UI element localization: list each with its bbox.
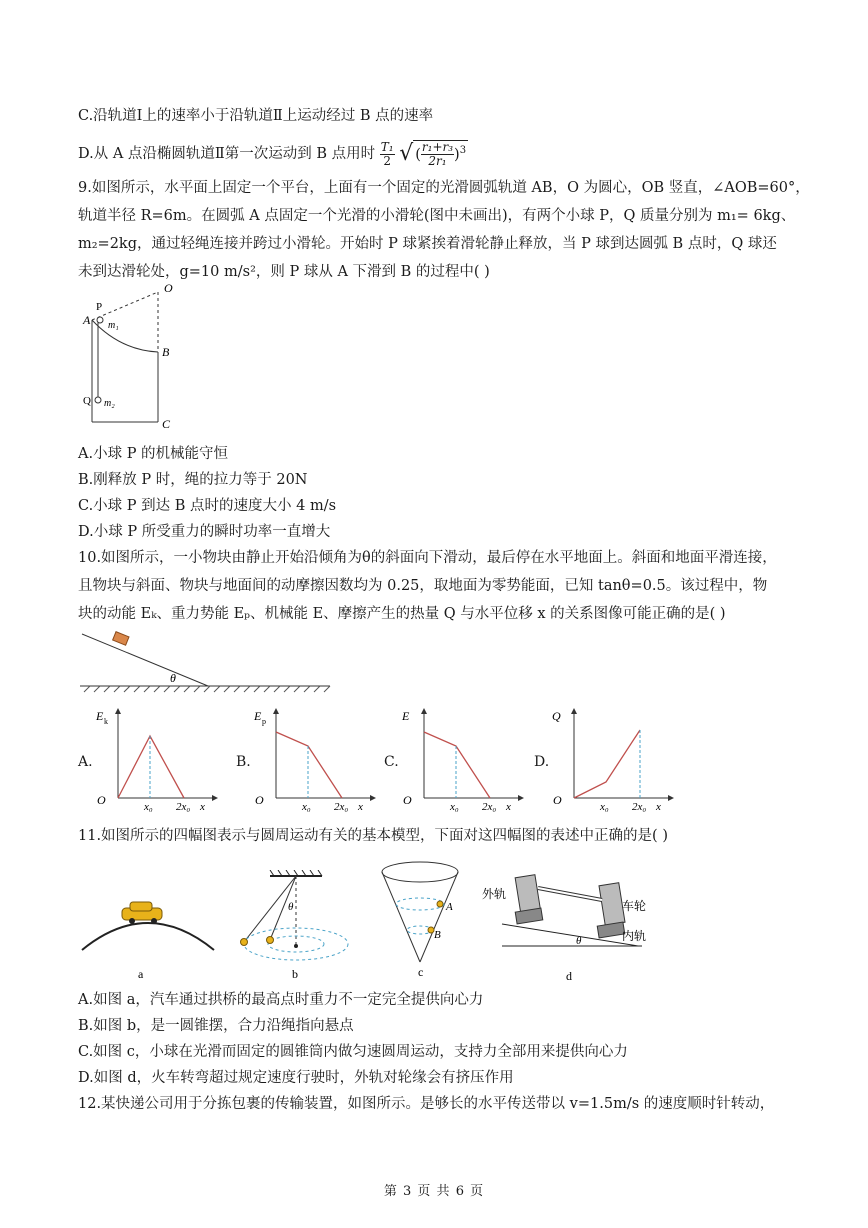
graph-b-label: B. bbox=[236, 754, 251, 770]
q12-line-1: 12.某快递公司用于分拣包裹的传输装置，如图所示。是够长的水平传送带以 v=1.5m/s 的速度顺时针转动， bbox=[78, 1096, 775, 1112]
svg-text:2x₀: 2x₀ bbox=[334, 801, 349, 812]
q10-line-2: 且物块与斜面、物块与地面间的动摩擦因数均为 0.25，取地面为零势能面，已知 tanθ=0.5。该过程中，物 bbox=[78, 578, 768, 594]
svg-text:O: O bbox=[97, 793, 106, 807]
svg-text:x₀: x₀ bbox=[600, 801, 609, 812]
svg-text:θ: θ bbox=[288, 901, 294, 913]
q10-line-1: 10.如图所示，一小物块由静止开始沿倾角为θ的斜面向下滑动，最后停在水平地面上。斜面和地面平滑连接， bbox=[78, 550, 777, 566]
q9-line-1: 9.如图所示，水平面上固定一个平台，上面有一个固定的光滑圆弧轨道 AB，O 为圆心，OB 竖直，∠AOB=60°， bbox=[78, 180, 810, 196]
svg-text:x₀: x₀ bbox=[144, 801, 153, 812]
svg-text:p: p bbox=[262, 717, 266, 726]
q9-line-4: 未到达滑轮处，g=10 m/s²，则 P 球从 A 下滑到 B 的过程中( ) bbox=[78, 264, 490, 280]
graph-b bbox=[252, 706, 382, 812]
graph-d-label: D. bbox=[534, 754, 550, 770]
svg-text:2x₀: 2x₀ bbox=[176, 801, 191, 812]
svg-text:2x₀: 2x₀ bbox=[482, 801, 497, 812]
svg-text:2x₀: 2x₀ bbox=[632, 801, 647, 812]
svg-text:x: x bbox=[358, 801, 363, 812]
svg-text:E: E bbox=[96, 709, 104, 723]
svg-text:θ: θ bbox=[576, 935, 582, 947]
svg-text:x₀: x₀ bbox=[302, 801, 311, 812]
graph-c bbox=[400, 706, 530, 812]
fig-c-label: c bbox=[418, 965, 424, 979]
q8-option-d-text: D.从 A 点沿椭圆轨道Ⅱ第一次运动到 B 点用时 bbox=[78, 146, 376, 163]
svg-text:E: E bbox=[402, 709, 410, 723]
svg-text:E: E bbox=[254, 709, 262, 723]
page-footer: 第 3 页 共 6 页 bbox=[383, 1184, 485, 1199]
q11-fig-d bbox=[480, 858, 650, 984]
q11-option-d: D.如图 d，火车转弯超过规定速度行驶时，外轨对轮缘会有挤压作用 bbox=[78, 1070, 514, 1086]
label-m2: m₂ bbox=[104, 398, 115, 409]
svg-text:x₀: x₀ bbox=[450, 801, 459, 812]
label-m1: m₁ bbox=[108, 320, 119, 331]
label-c: C bbox=[162, 417, 171, 431]
q11-option-a: A.如图 a，汽车通过拱桥的最高点时重力不一定完全提供向心力 bbox=[78, 992, 484, 1008]
wheel-label: 车轮 bbox=[622, 899, 647, 913]
graph-d bbox=[550, 706, 680, 812]
q11-fig-a bbox=[78, 880, 218, 980]
q9-option-b: B.刚释放 P 时，绳的拉力等于 20N bbox=[78, 472, 308, 488]
q8-fraction-t: $\frac{\text{T₁}}{2}$ bbox=[380, 139, 394, 168]
fig-a-label: a bbox=[138, 967, 144, 980]
svg-text:Q: Q bbox=[552, 709, 561, 723]
inner-rail-label: 内轨 bbox=[622, 929, 647, 943]
q9-line-3: m₂=2kg，通过轻绳连接并跨过小滑轮。开始时 P 球紧挨着滑轮静止释放，当 P 球到达圆弧 B 点时，Q 球还 bbox=[78, 236, 777, 252]
q10-line-3: 块的动能 Eₖ、重力势能 Eₚ、机械能 E、摩擦产生的热量 Q 与水平位移 x 的关系图像可能正确的是( ) bbox=[78, 606, 726, 622]
q10-incline-figure bbox=[80, 624, 340, 694]
svg-text:x: x bbox=[506, 801, 511, 812]
q11-fig-b bbox=[226, 870, 366, 982]
fig-b-label: b bbox=[292, 967, 298, 981]
q11-fig-c bbox=[378, 858, 468, 980]
outer-rail-label: 外轨 bbox=[482, 887, 507, 901]
q8-option-d: D.从 A 点沿椭圆轨道Ⅱ第一次运动到 B 点用时 $\frac{\text{T₁}}{2}$ √ ( $\frac{\text{r₁+r₃}}{\text{2r₁}}$ )$^3$ bbox=[78, 139, 467, 169]
label-b: B bbox=[162, 345, 170, 359]
q9-option-d: D.小球 P 所受重力的瞬时功率一直增大 bbox=[78, 524, 331, 540]
svg-text:x: x bbox=[656, 801, 661, 812]
sqrt-symbol: √ bbox=[399, 141, 414, 167]
svg-text:x: x bbox=[200, 801, 205, 812]
fig-d-label: d bbox=[566, 969, 572, 983]
svg-text:B: B bbox=[434, 929, 441, 941]
q9-figure bbox=[80, 282, 190, 432]
svg-text:A: A bbox=[446, 901, 453, 913]
q11-option-b: B.如图 b，是一圆锥摆，合力沿绳指向悬点 bbox=[78, 1018, 354, 1034]
svg-text:k: k bbox=[104, 717, 108, 726]
theta-label: θ bbox=[170, 671, 176, 685]
q9-line-2: 轨道半径 R=6m。在圆弧 A 点固定一个光滑的小滑轮(图中未画出)，有两个小球 P，Q 质量分别为 m₁= 6kg、 bbox=[78, 208, 796, 224]
graph-a bbox=[94, 706, 224, 812]
graph-c-label: C. bbox=[384, 754, 399, 770]
graph-a-label: A. bbox=[78, 754, 93, 770]
svg-text:O: O bbox=[255, 793, 264, 807]
label-p: P bbox=[96, 301, 103, 313]
svg-text:O: O bbox=[403, 793, 412, 807]
q8-option-c: C.沿轨道Ⅰ上的速率小于沿轨道Ⅱ上运动经过 B 点的速率 bbox=[78, 108, 434, 124]
label-q: Q bbox=[83, 395, 91, 407]
q11-option-c: C.如图 c，小球在光滑而固定的圆锥筒内做匀速圆周运动，支持力全部用来提供向心力 bbox=[78, 1044, 628, 1060]
svg-text:O: O bbox=[553, 793, 562, 807]
q9-option-c: C.小球 P 到达 B 点时的速度大小 4 m/s bbox=[78, 498, 337, 514]
q11-line-1: 11.如图所示的四幅图表示与圆周运动有关的基本模型，下面对这四幅图的表述中正确的是( ) bbox=[78, 828, 668, 844]
q9-option-a: A.小球 P 的机械能守恒 bbox=[78, 446, 229, 462]
label-a: A bbox=[83, 313, 91, 327]
label-o: O bbox=[164, 282, 173, 295]
q8-fraction-r: $\frac{\text{r₁+r₃}}{\text{2r₁}}$ bbox=[421, 140, 454, 169]
